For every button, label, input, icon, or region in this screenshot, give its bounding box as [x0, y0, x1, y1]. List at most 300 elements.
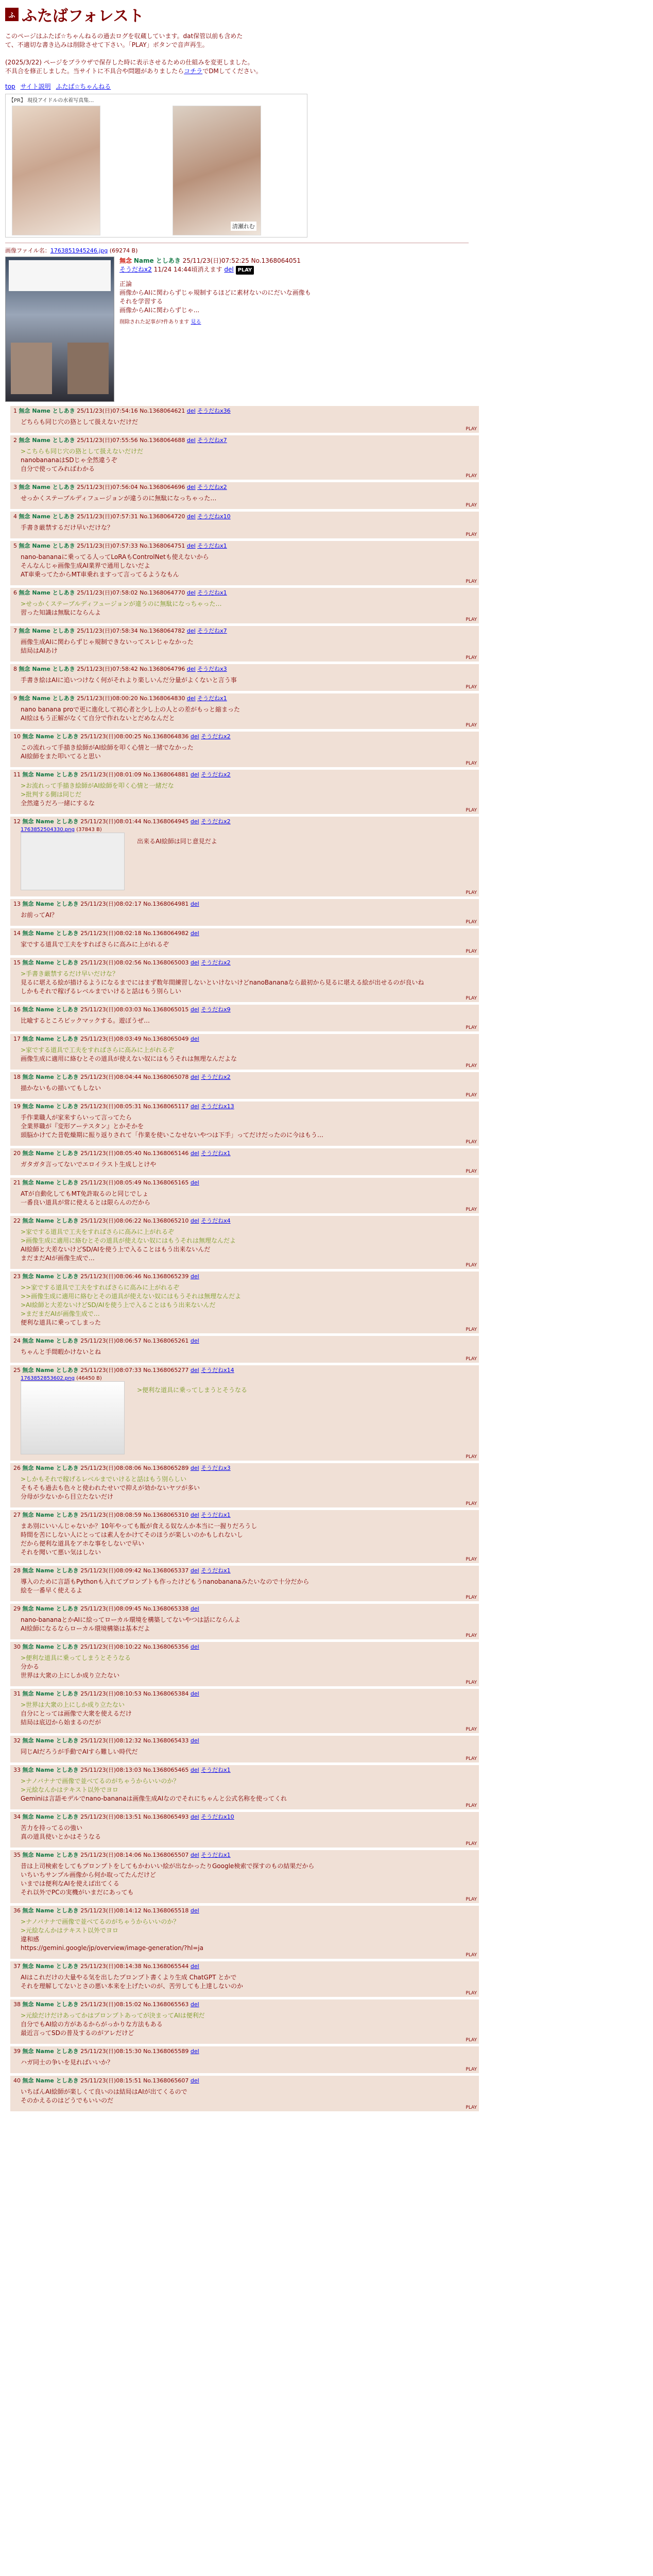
reply-del-link[interactable]: del — [186, 628, 196, 634]
reply-index: 7 — [13, 628, 17, 634]
reply-thumbnail[interactable] — [21, 833, 125, 890]
reply-index: 20 — [13, 1150, 21, 1157]
reply-body — [21, 494, 476, 503]
op-expire: 11/24 14:44頃消えます — [153, 266, 222, 273]
reply-body-line: 自分にとっては画像で大衆を使えるだけ — [21, 1710, 132, 1717]
reply-number: No.1368065518 — [143, 1907, 189, 1914]
reply-sodane-button[interactable]: そうだねx10 — [197, 513, 231, 520]
reply-body — [21, 782, 476, 808]
reply-body-line: まあ別にいいんじゃないか？10年やっても飯が食える奴なんか本当に一握りだろうし — [21, 1522, 257, 1530]
reply-date: 25/11/23(日)08:01:09 — [80, 771, 142, 778]
reply-header — [13, 513, 476, 521]
reply-play-button[interactable]: PLAY — [466, 1557, 477, 1562]
reply-del-link[interactable]: del — [190, 1036, 199, 1042]
op-deleted-text: 削除された記事が?件あります — [119, 319, 190, 325]
reply-sodane-button[interactable]: そうだねx7 — [197, 628, 227, 634]
reply-del-link[interactable]: del — [190, 1179, 199, 1186]
reply-date: 25/11/23(日)08:03:03 — [80, 1006, 142, 1013]
reply-name: 無念 Name としあき — [22, 733, 79, 740]
reply-name: 無念 Name としあき — [22, 1465, 79, 1471]
reply-number: No.1368065607 — [143, 2077, 189, 2084]
reply-sodane-button[interactable]: そうだねx2 — [201, 959, 231, 966]
reply-header — [13, 1337, 476, 1345]
reply-play-button[interactable]: PLAY — [466, 920, 477, 925]
reply-body-line: AIはこれだけの大量やる気を出したプロンプト書くより生成 ChatGPT とかで — [21, 1974, 237, 1981]
reply-post — [10, 626, 479, 662]
nav-about-link[interactable]: サイト説明 — [20, 83, 51, 90]
reply-play-button[interactable]: PLAY — [466, 1063, 477, 1069]
reply-post — [10, 1072, 479, 1099]
reply-header — [13, 1690, 476, 1698]
reply-play-button[interactable]: PLAY — [466, 2067, 477, 2072]
reply-number: No.1368065049 — [143, 1036, 189, 1042]
reply-header — [13, 1006, 476, 1014]
reply-date: 25/11/23(日)08:13:51 — [80, 1814, 142, 1820]
reply-del-link[interactable]: del — [186, 484, 196, 490]
reply-del-link[interactable]: del — [190, 1217, 199, 1224]
reply-play-button[interactable]: PLAY — [466, 532, 477, 537]
reply-del-link[interactable]: del — [190, 1737, 199, 1744]
reply-sodane-button[interactable]: そうだねx2 — [201, 818, 231, 825]
reply-body — [21, 1046, 476, 1063]
reply-date: 25/11/23(日)08:14:06 — [80, 1852, 142, 1858]
op-name: Name としあき — [133, 257, 181, 264]
reply-body-line: >お流れって手描き絵師がAI絵師を叩く心情と一緒だな — [21, 782, 174, 789]
reply-number: No.1368065433 — [143, 1737, 189, 1744]
reply-index: 24 — [13, 1337, 21, 1344]
reply-post — [10, 1906, 479, 1959]
reply-del-link[interactable]: del — [190, 1103, 199, 1110]
reply-header — [13, 1103, 476, 1111]
reply-number: No.1368064981 — [143, 901, 189, 907]
reply-header — [13, 1605, 476, 1613]
reply-del-link[interactable]: del — [190, 959, 199, 966]
reply-post — [10, 1034, 479, 1070]
reply-body — [21, 1578, 476, 1595]
ad-image-2[interactable] — [173, 106, 261, 235]
ad-box — [5, 94, 307, 238]
nav-top-link[interactable]: top — [5, 83, 15, 90]
reply-body-line: 苦力を持ってるの強い — [21, 1824, 83, 1832]
reply-play-button[interactable]: PLAY — [466, 1357, 477, 1362]
reply-post — [10, 1566, 479, 1601]
reply-body — [21, 2088, 476, 2105]
reply-number: No.1368065210 — [143, 1217, 189, 1224]
reply-name: 無念 Name としあき — [22, 1217, 79, 1224]
reply-name: 無念 Name としあき — [22, 959, 79, 966]
reply-del-link[interactable]: del — [186, 437, 196, 444]
reply-body — [21, 1084, 476, 1093]
reply-del-link[interactable]: del — [190, 2048, 199, 2055]
reply-play-button[interactable]: PLAY — [466, 1953, 477, 1958]
reply-body-line: 手書き厳禁するだけ早いだけな？ — [21, 524, 114, 531]
reply-sodane-button[interactable]: そうだねx14 — [201, 1367, 234, 1374]
reply-play-button[interactable]: PLAY — [466, 427, 477, 432]
reply-date: 25/11/23(日)08:10:53 — [80, 1690, 142, 1697]
reply-date: 25/11/23(日)08:06:22 — [80, 1217, 142, 1224]
reply-play-button[interactable]: PLAY — [466, 1680, 477, 1685]
reply-body-line: ATが自動化してもMT免許取るのと同じでしょ — [21, 1190, 149, 1197]
notice-line-4b: でDMしてください。 — [202, 67, 262, 75]
reply-sodane-button[interactable]: そうだねx1 — [201, 1767, 231, 1773]
reply-header — [13, 1217, 476, 1225]
reply-body-line: nano-bananaに乗ってる人ってLoRAもControlNetも使えないから — [21, 553, 209, 561]
notice-line-2: て、不適切な書き込みは削除させて下さい。「PLAY」ボタンで音声再生。 — [5, 41, 209, 48]
reply-sodane-button[interactable]: そうだねx2 — [201, 733, 231, 740]
reply-del-link[interactable]: del — [190, 1567, 199, 1574]
reply-del-link[interactable]: del — [190, 1963, 199, 1970]
reply-sodane-button[interactable]: そうだねx2 — [197, 484, 227, 490]
reply-body-line: 頭脳かけてた昔乾燥期に振り返りされて「作業を使いこなせないやつは下手」ってだけだったのに今はもう… — [21, 1131, 324, 1139]
reply-del-link[interactable]: del — [190, 1367, 199, 1374]
reply-del-link[interactable]: del — [190, 2001, 199, 2008]
reply-body — [21, 911, 476, 920]
reply-body-line: 一番良い道具が常に使えるとは限らんのだから — [21, 1199, 151, 1206]
reply-play-button[interactable]: PLAY — [466, 617, 477, 622]
reply-post — [10, 732, 479, 767]
reply-name: 無念 Name としあき — [22, 1273, 79, 1280]
reply-play-button[interactable]: PLAY — [466, 890, 477, 895]
reply-body-line: いまでは便利なAIを使えば出てくる — [21, 1880, 119, 1887]
reply-del-link[interactable]: del — [190, 1767, 199, 1773]
reply-post — [10, 958, 479, 1002]
reply-body-line: AI絵師と大差ないけどSD/AIを使う上で入ることはもう出来ないんだ — [21, 1246, 211, 1253]
reply-number: No.1368065078 — [143, 1074, 189, 1080]
reply-body-line: https://gemini.google/jp/overview/image-generation/?hl=ja — [21, 1944, 203, 1952]
reply-header — [13, 1766, 476, 1774]
reply-post — [10, 1961, 479, 1997]
reply-number: No.1368064688 — [140, 437, 185, 444]
reply-body-line: AT車乗ってたからMT車乗れますって言ってるようなもん — [21, 571, 179, 578]
reply-sodane-button[interactable]: そうだねx1 — [197, 695, 227, 702]
reply-body-line: 結局はAIあけ — [21, 647, 58, 654]
reply-index: 19 — [13, 1103, 21, 1110]
reply-header — [13, 2047, 476, 2056]
ad-label: 【PR】 現役アイドルの水着写真集… — [9, 98, 94, 104]
reply-sodane-button[interactable]: そうだねx1 — [201, 1852, 231, 1858]
reply-del-link[interactable]: del — [190, 1150, 199, 1157]
reply-date: 25/11/23(日)08:15:02 — [80, 2001, 142, 2008]
reply-sodane-button[interactable]: そうだねx3 — [201, 1465, 231, 1471]
reply-play-button[interactable]: PLAY — [466, 1756, 477, 1761]
reply-del-link[interactable]: del — [190, 1465, 199, 1471]
reply-body-line: >元絵なんかはテキスト以外でヨロ — [21, 1927, 118, 1934]
reply-del-link[interactable]: del — [190, 1074, 199, 1080]
reply-sodane-button[interactable]: そうだねx1 — [201, 1150, 231, 1157]
reply-play-button[interactable]: PLAY — [466, 579, 477, 584]
reply-number: No.1368065165 — [143, 1179, 189, 1186]
reply-play-button[interactable]: PLAY — [466, 1207, 477, 1212]
reply-post — [10, 1642, 479, 1686]
op-file-link[interactable]: 1763851945246.jpg — [50, 247, 108, 254]
reply-sodane-button[interactable]: そうだねx3 — [197, 666, 227, 672]
reply-play-button[interactable]: PLAY — [466, 949, 477, 954]
ad-image-1[interactable] — [12, 106, 100, 235]
reply-del-link[interactable]: del — [190, 1814, 199, 1820]
reply-index: 29 — [13, 1605, 21, 1612]
reply-body-line: >家でする道具で工夫をすればさらに高みに上がれるぞ — [21, 1228, 175, 1235]
reply-del-link[interactable]: del — [190, 1273, 199, 1280]
reply-body-line: 手作業職人が家来すらいって言ってたら — [21, 1114, 132, 1121]
reply-sodane-button[interactable]: そうだねx2 — [201, 1074, 231, 1080]
reply-index: 11 — [13, 771, 21, 778]
reply-sodane-button[interactable]: そうだねx1 — [197, 543, 227, 549]
reply-name: 無念 Name としあき — [19, 666, 75, 672]
reply-date: 25/11/23(日)08:08:59 — [80, 1512, 142, 1518]
reply-index: 14 — [13, 930, 21, 937]
reply-date: 25/11/23(日)07:58:02 — [77, 589, 138, 596]
reply-play-button[interactable]: PLAY — [466, 1633, 477, 1638]
reply-del-link[interactable]: del — [190, 1690, 199, 1697]
reply-body-line: 見るに堪える絵が描けるようになるまでにはまず数年間練習しないといけないけどnanoBananaなら最初から見るに堪える絵が出せるのが良いね — [21, 979, 424, 986]
reply-number: No.1368065589 — [143, 2048, 189, 2055]
reply-play-button[interactable]: PLAY — [466, 1991, 477, 1996]
reply-body-line: >まだまだAIが画像生成で… — [21, 1310, 100, 1317]
reply-post — [10, 1604, 479, 1639]
op-thumbnail[interactable] — [5, 257, 114, 402]
reply-play-button[interactable]: PLAY — [466, 503, 477, 508]
reply-header — [13, 665, 476, 673]
op-del-link[interactable]: del — [224, 266, 234, 273]
reply-del-link[interactable]: del — [190, 930, 199, 937]
reply-body-line: AI絵師をまた叩いてると思い — [21, 753, 101, 760]
reply-index: 28 — [13, 1567, 21, 1574]
reply-play-button[interactable]: PLAY — [466, 808, 477, 813]
reply-del-link[interactable]: del — [190, 1337, 199, 1344]
reply-play-button[interactable]: PLAY — [466, 2105, 477, 2110]
reply-play-button[interactable]: PLAY — [466, 473, 477, 479]
reply-post — [10, 1216, 479, 1269]
reply-name: 無念 Name としあき — [22, 930, 79, 937]
reply-del-link[interactable]: del — [190, 901, 199, 907]
reply-date: 25/11/23(日)08:07:33 — [80, 1367, 142, 1374]
reply-date: 25/11/23(日)08:05:31 — [80, 1103, 142, 1110]
reply-body-line: 自分で使ってみればわかる — [21, 465, 95, 472]
reply-del-link[interactable]: del — [190, 1907, 199, 1914]
reply-sodane-button[interactable]: そうだねx1 — [201, 1512, 231, 1518]
reply-header — [13, 407, 476, 415]
reply-play-button[interactable]: PLAY — [466, 1454, 477, 1460]
reply-body-line: 時間を苦にしない人にとっては素人をかけてそのほうが楽しいのかもしれないし — [21, 1531, 243, 1538]
reply-date: 25/11/23(日)08:08:06 — [80, 1465, 142, 1471]
op-post — [5, 257, 648, 402]
reply-play-button[interactable]: PLAY — [466, 1897, 477, 1902]
reply-body-line: 比喩するところビックマックする。遊ぼうぜ… — [21, 1017, 150, 1024]
reply-body — [21, 1973, 476, 1991]
reply-play-button[interactable]: PLAY — [466, 723, 477, 728]
reply-sodane-button[interactable]: そうだねx10 — [201, 1814, 234, 1820]
reply-name: 無念 Name としあき — [22, 1767, 79, 1773]
reply-body — [21, 523, 476, 532]
reply-play-button[interactable]: PLAY — [466, 1327, 477, 1332]
op-deleted-link[interactable]: 見る — [191, 319, 201, 325]
reply-name: 無念 Name としあき — [19, 589, 75, 596]
reply-play-button[interactable]: PLAY — [466, 1501, 477, 1506]
reply-number: No.1368065356 — [143, 1643, 189, 1650]
reply-del-link[interactable]: del — [190, 771, 199, 778]
reply-body — [21, 1228, 476, 1263]
reply-sodane-button[interactable]: そうだねx9 — [201, 1006, 231, 1013]
reply-del-link[interactable]: del — [186, 408, 196, 414]
reply-image-link[interactable]: 1763852504330.png — [21, 827, 75, 833]
reply-number: No.1368065239 — [143, 1273, 189, 1280]
reply-sodane-button[interactable]: そうだねx4 — [201, 1217, 231, 1224]
reply-date: 25/11/23(日)07:57:33 — [77, 543, 138, 549]
op-body-line: 正論 — [119, 280, 132, 287]
op-filesize: (69274 B) — [109, 247, 138, 254]
reply-sodane-button[interactable]: そうだねx1 — [201, 1567, 231, 1574]
reply-index: 31 — [13, 1690, 21, 1697]
reply-body-line: 分母が少ないから目立たないだけ — [21, 1493, 114, 1500]
reply-header — [13, 929, 476, 938]
reply-del-link[interactable]: del — [190, 1852, 199, 1858]
reply-number: No.1368065507 — [143, 1852, 189, 1858]
reply-body-line: ハガ同士の争いを見ればいいか？ — [21, 2059, 114, 2066]
reply-name: 無念 Name としあき — [22, 1567, 79, 1574]
reply-del-link[interactable]: del — [190, 1605, 199, 1612]
reply-body — [21, 676, 476, 685]
reply-number: No.1368064982 — [143, 930, 189, 937]
reply-name: 無念 Name としあき — [22, 1814, 79, 1820]
reply-header — [13, 1149, 476, 1158]
reply-play-button[interactable]: PLAY — [466, 996, 477, 1001]
op-play-button[interactable]: PLAY — [236, 266, 254, 275]
reply-sodane-button[interactable]: そうだねx7 — [197, 437, 227, 444]
reply-del-link[interactable]: del — [186, 589, 196, 596]
reply-play-button[interactable]: PLAY — [466, 1803, 477, 1808]
reply-date: 25/11/23(日)08:14:38 — [80, 1963, 142, 1970]
reply-body-line: 手書き絵はAIに追いつけなく何がそれより楽しいんだ分量がよくないと言う事 — [21, 676, 237, 684]
reply-date: 25/11/23(日)08:06:46 — [80, 1273, 142, 1280]
reply-del-link[interactable]: del — [190, 1643, 199, 1650]
reply-play-button[interactable]: PLAY — [466, 1595, 477, 1600]
reply-number: No.1368064796 — [140, 666, 185, 672]
reply-index: 26 — [13, 1465, 21, 1471]
reply-sodane-button[interactable]: そうだねx1 — [197, 589, 227, 596]
reply-play-button[interactable]: PLAY — [466, 2038, 477, 2043]
reply-del-link[interactable]: del — [190, 2077, 199, 2084]
reply-index: 33 — [13, 1767, 21, 1773]
reply-image-size: (46450 B) — [76, 1376, 102, 1381]
reply-body-line: 昔は上司検索をしてもプロンプトをしてもかわいい絵が出なかったりGoogle検索で探すのもの結果だから — [21, 1862, 315, 1870]
reply-name: 無念 Name としあき — [22, 1852, 79, 1858]
reply-body — [21, 940, 476, 949]
reply-sodane-button[interactable]: そうだねx13 — [201, 1103, 234, 1110]
reply-index: 17 — [13, 1036, 21, 1042]
reply-header — [13, 542, 476, 550]
reply-sodane-button[interactable]: そうだねx2 — [201, 771, 231, 778]
reply-body-line: まだまだAIが画像生成で… — [21, 1255, 95, 1262]
reply-play-button[interactable]: PLAY — [466, 1841, 477, 1846]
reply-thumbnail[interactable] — [21, 1381, 125, 1454]
reply-play-button[interactable]: PLAY — [466, 1093, 477, 1098]
reply-body — [21, 1160, 476, 1169]
reply-body-line: >ナノバナナで画像で並べてるのがちゃうからいいのか？ — [21, 1777, 180, 1785]
reply-name: 無念 Name としあき — [22, 1643, 79, 1650]
nav-futaba-link[interactable]: ふたば☆ちゃんねる — [56, 83, 111, 90]
reply-date: 25/11/23(日)08:05:40 — [80, 1150, 142, 1157]
reply-post — [10, 1999, 479, 2044]
reply-body-line: >ナノバナナで画像で並べてるのがちゃうからいいのか？ — [21, 1918, 180, 1925]
contact-link[interactable]: コチラ — [184, 67, 203, 75]
reply-del-link[interactable]: del — [190, 1512, 199, 1518]
reply-post — [10, 770, 479, 814]
op-sodane-button[interactable]: そうだねx2 — [119, 266, 152, 273]
reply-post — [10, 512, 479, 538]
reply-number: No.1368065563 — [143, 2001, 189, 2008]
reply-play-button[interactable]: PLAY — [466, 1140, 477, 1145]
reply-name: 無念 Name としあき — [22, 1337, 79, 1344]
reply-play-button[interactable]: PLAY — [466, 685, 477, 690]
notice-line-3: (2025/3/22) ページをブラウザで保存した時に表示させるための仕組みを変更しました。 — [5, 59, 254, 66]
reply-body — [21, 1475, 476, 1501]
reply-body — [21, 970, 476, 996]
reply-header — [13, 1962, 476, 1971]
reply-date: 25/11/23(日)08:10:22 — [80, 1643, 142, 1650]
reply-play-button[interactable]: PLAY — [466, 1727, 477, 1732]
reply-del-link[interactable]: del — [190, 1006, 199, 1013]
reply-play-button[interactable]: PLAY — [466, 655, 477, 660]
site-title[interactable] — [5, 3, 648, 26]
reply-header — [13, 436, 476, 445]
reply-index: 39 — [13, 2048, 21, 2055]
reply-body — [21, 1748, 476, 1756]
reply-name: 無念 Name としあき — [19, 543, 75, 549]
reply-name: 無念 Name としあき — [19, 437, 75, 444]
reply-body-line: AI絵師になるならローカル環境構築は基本だよ — [21, 1625, 150, 1632]
reply-header — [13, 694, 476, 703]
reply-body-line: >世界は大衆の上にしか成り立たない — [21, 1701, 125, 1708]
reply-body-line: 全然違うだろ一緒にするな — [21, 800, 95, 807]
reply-play-button[interactable]: PLAY — [466, 761, 477, 766]
reply-del-link[interactable]: del — [186, 513, 196, 520]
reply-sodane-button[interactable]: そうだねx36 — [197, 408, 231, 414]
reply-index: 23 — [13, 1273, 21, 1280]
reply-body-line: そもそも過去も色々と使われたせいで抑えが効かないヤツが多い — [21, 1484, 200, 1492]
reply-list — [5, 406, 648, 2111]
reply-date: 25/11/23(日)08:06:57 — [80, 1337, 142, 1344]
reply-name: 無念 Name としあき — [22, 2077, 79, 2084]
reply-del-link[interactable]: del — [186, 543, 196, 549]
reply-post — [10, 664, 479, 691]
reply-post — [10, 1689, 479, 1733]
reply-date: 25/11/23(日)08:05:49 — [80, 1179, 142, 1186]
reply-body: >便利な道具に乗ってしまうとそうなる — [137, 1386, 248, 1394]
reply-post — [10, 1005, 479, 1031]
reply-del-link[interactable]: del — [190, 733, 199, 740]
reply-image-link[interactable]: 1763852853602.png — [21, 1376, 75, 1381]
reply-play-button[interactable]: PLAY — [466, 1263, 477, 1268]
reply-name: 無念 Name としあき — [22, 1036, 79, 1042]
reply-play-button[interactable]: PLAY — [466, 1025, 477, 1030]
reply-body — [21, 418, 476, 427]
site-logo-icon: ふ — [5, 8, 19, 21]
reply-header — [13, 483, 476, 492]
reply-body-line: ちゃんと手間暇かけないとね — [21, 1348, 101, 1355]
reply-header — [13, 2001, 476, 2009]
reply-post — [10, 588, 479, 623]
reply-del-link[interactable]: del — [186, 666, 196, 672]
reply-name: 無念 Name としあき — [19, 484, 75, 490]
reply-body — [21, 1283, 476, 1327]
op-body-line: 画像からAIに関わらずじゃ... — [119, 307, 200, 314]
reply-del-link[interactable]: del — [190, 818, 199, 825]
reply-body — [21, 1824, 476, 1841]
op-fileinfo — [5, 246, 648, 255]
reply-index: 21 — [13, 1179, 21, 1186]
reply-play-button[interactable]: PLAY — [466, 1169, 477, 1174]
reply-del-link[interactable]: del — [186, 695, 196, 702]
